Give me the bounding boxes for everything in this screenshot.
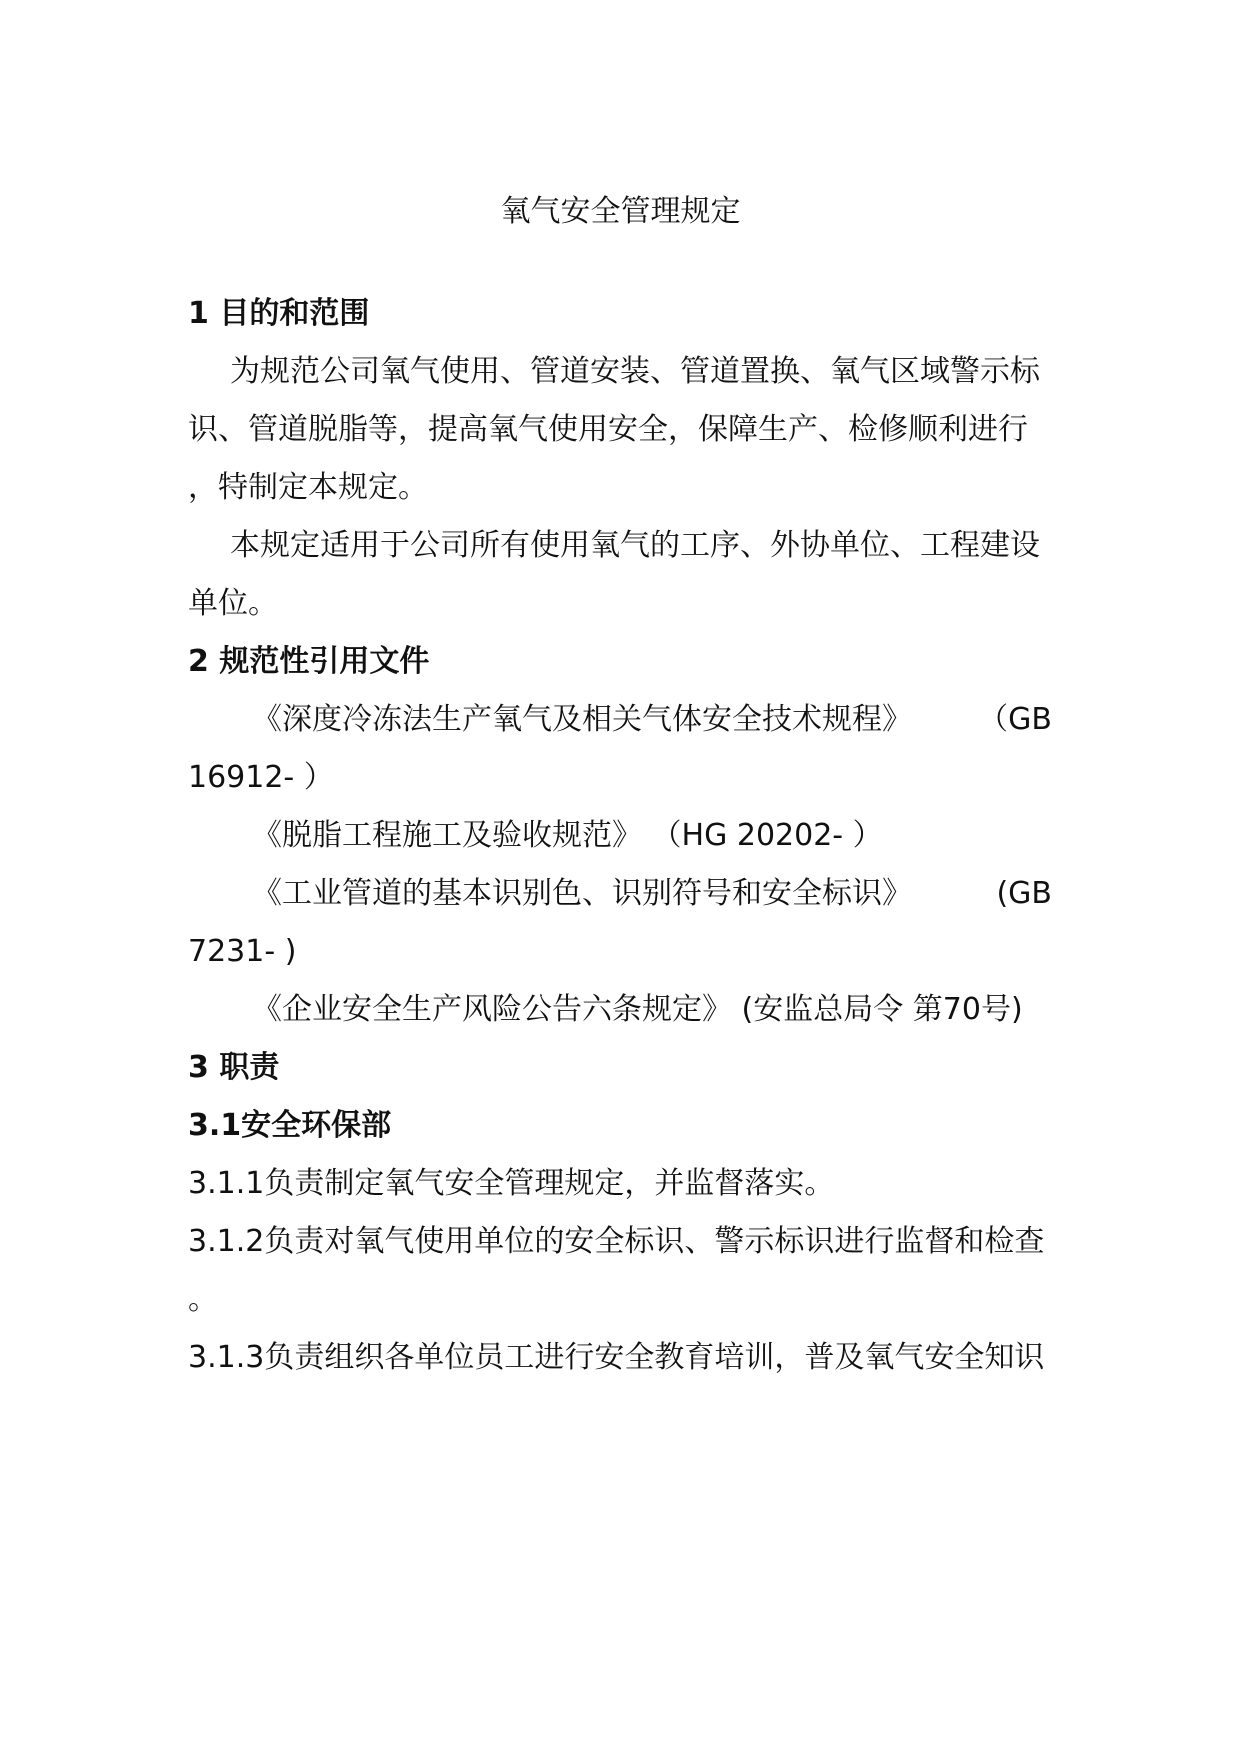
section-3-heading: 3 职责 bbox=[188, 1050, 280, 1085]
reference-1-continuation: 16912- ） bbox=[188, 760, 334, 795]
item-3-1-2-line-2: 。 bbox=[188, 1282, 218, 1317]
item-3-1-2-line-1: 3.1.2负责对氧气使用单位的安全标识、警示标识进行监督和检查 bbox=[188, 1224, 1045, 1259]
page-title: 氧气安全管理规定 bbox=[500, 194, 741, 229]
section-1-paragraph-1-line-3: ，特制定本规定。 bbox=[188, 470, 428, 505]
reference-1-title: 《深度冷冻法生产氧气及相关气体安全技术规程》 bbox=[252, 702, 912, 737]
subsection-3-1-heading: 3.1安全环保部 bbox=[188, 1108, 392, 1143]
item-3-1-1: 3.1.1负责制定氧气安全管理规定，并监督落实。 bbox=[188, 1166, 835, 1201]
section-1-paragraph-1-line-2: 识、管道脱脂等，提高氧气使用安全，保障生产、检修顺利进行 bbox=[188, 412, 1028, 447]
section-1-heading: 1 目的和范围 bbox=[188, 296, 370, 331]
reference-4: 《企业安全生产风险公告六条规定》 (安监总局令 第70号) bbox=[252, 992, 1023, 1027]
section-1-paragraph-2-line-2: 单位。 bbox=[188, 586, 278, 621]
reference-1-code: （GB bbox=[978, 702, 1052, 737]
item-3-1-3-line-1: 3.1.3负责组织各单位员工进行安全教育培训，普及氧气安全知识 bbox=[188, 1340, 1045, 1375]
reference-3-continuation: 7231- ) bbox=[188, 934, 297, 969]
reference-3-title: 《工业管道的基本识别色、识别符号和安全标识》 bbox=[252, 876, 912, 911]
section-2-heading: 2 规范性引用文件 bbox=[188, 644, 430, 679]
section-1-paragraph-2-line-1: 本规定适用于公司所有使用氧气的工序、外协单位、工程建设 bbox=[230, 528, 1040, 563]
section-1-paragraph-1-line-1: 为规范公司氧气使用、管道安装、管道置换、氧气区域警示标 bbox=[230, 354, 1040, 389]
reference-2: 《脱脂工程施工及验收规范》 （HG 20202- ） bbox=[252, 818, 883, 853]
reference-3-code: (GB bbox=[996, 876, 1052, 911]
